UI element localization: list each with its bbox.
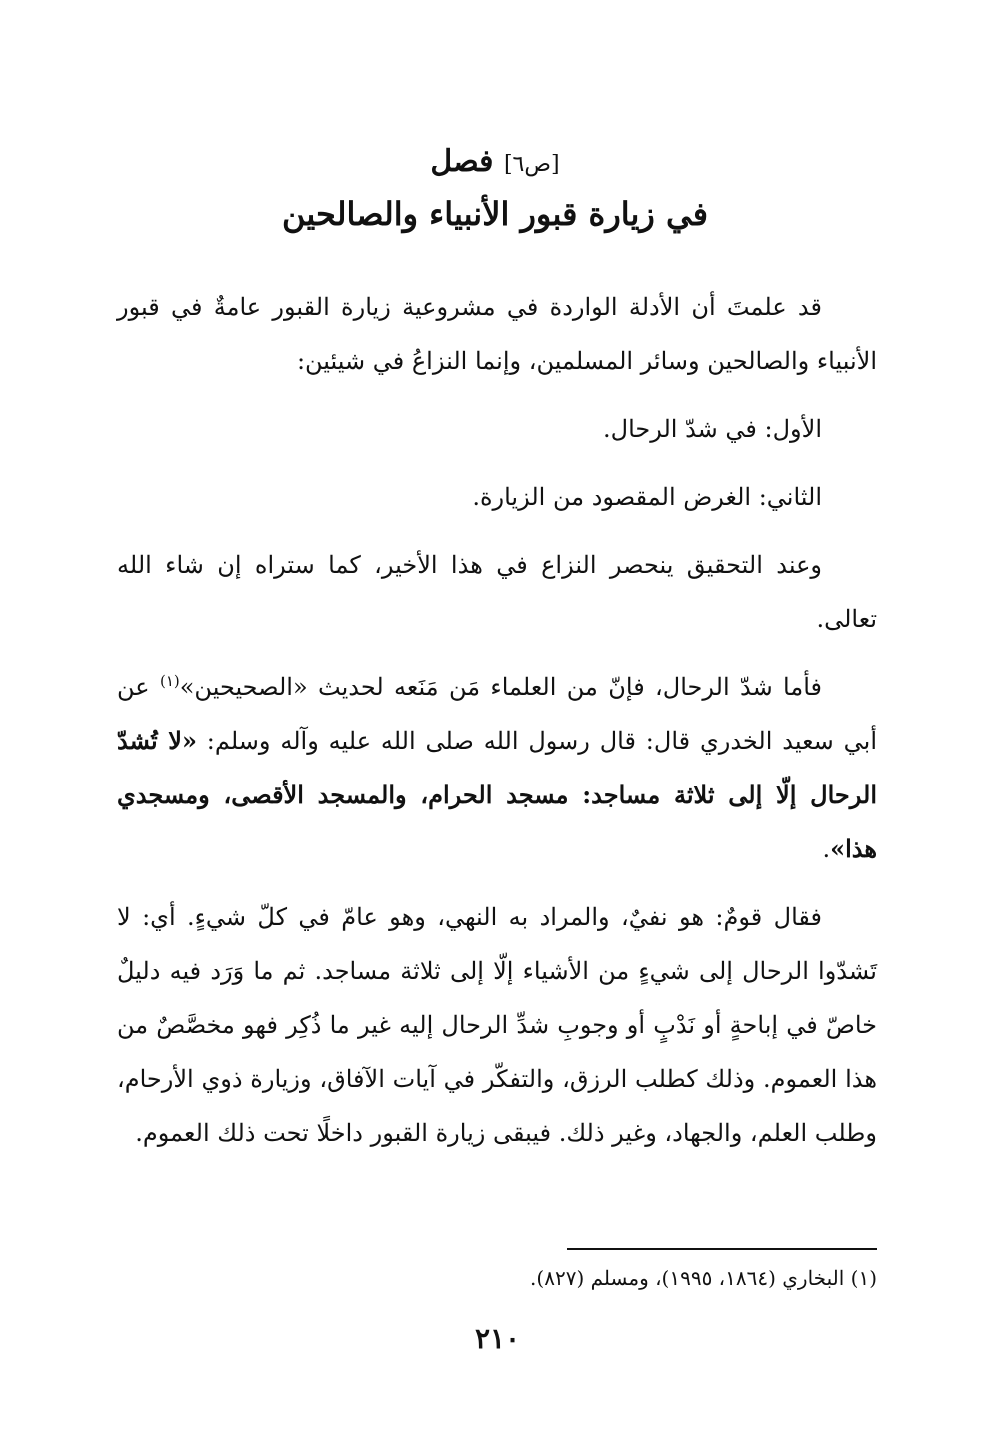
section-subtitle: في زيارة قبور الأنبياء والصالحين (282, 195, 708, 233)
body-text (117, 280, 877, 1174)
footnote-divider (567, 1248, 877, 1250)
paragraph-interpretation: فقال قومٌ: هو نفيٌ، والمراد به النهي، وهو عامّ في كلّ شيءٍ. أي: لا تَشدّوا الرحال إلى شيءٍ من الأشياء إلّا إلى ثلاثة مساجد. ثم ما وَرَد فيه دليلٌ خاصّ في إباحةٍ أو نَدْبٍ أو وجوبِ شدِّ الرحال إليه غير ما ذُكِر فهو مخصَّصٌ من هذا العموم. وذلك كطلب الرزق، والتفكّر في آيات الآفاق، وزيارة ذوي الأرحام، وطلب العلم، والجهاد، وغير ذلك. فيبقى زيارة القبور داخلًا تحت ذلك العموم. (117, 903, 877, 1147)
paragraph-investigation: وعند التحقيق ينحصر النزاع في هذا الأخير، كما ستراه إن شاء الله تعالى. (117, 551, 877, 633)
list-item-first: الأول: في شدّ الرحال. (603, 415, 822, 443)
footnote: (١) البخاري (١٨٦٤، ١٩٩٥)، ومسلم (٨٢٧). (530, 1266, 877, 1290)
footnote-marker: (١) (159, 672, 180, 690)
heading-title-line (100, 140, 890, 187)
section-title: فصل (430, 144, 494, 179)
list-item-second: الثاني: الغرض المقصود من الزيارة. (472, 483, 822, 511)
chapter-heading (100, 140, 890, 239)
page-number: ٢١٠ (474, 1322, 521, 1355)
hadith-narrator: عن أبي سعيد الخدري قال: قال رسول الله صلى الله عليه وآله وسلم: (117, 673, 877, 755)
hadith-quote: «لا تُشدّ الرحال إلّا إلى ثلاثة مساجد: مسجد الحرام، والمسجد الأقصى، ومسجدي هذا» (117, 726, 877, 863)
hadith-end: . (822, 835, 831, 863)
hadith-intro: فأما شدّ الرحال، فإنّ من العلماء مَن مَنَعه لحديث «الصحيحين» (179, 673, 823, 701)
paragraph-intro: قد علمتَ أن الأدلة الواردة في مشروعية زيارة القبور عامةٌ في قبور الأنبياء والصالحين وسائر المسلمين، وإنما النزاعُ في شيئين: (117, 293, 877, 375)
paragraph-hadith (117, 660, 877, 876)
page-reference: [ص٦] (503, 152, 560, 177)
